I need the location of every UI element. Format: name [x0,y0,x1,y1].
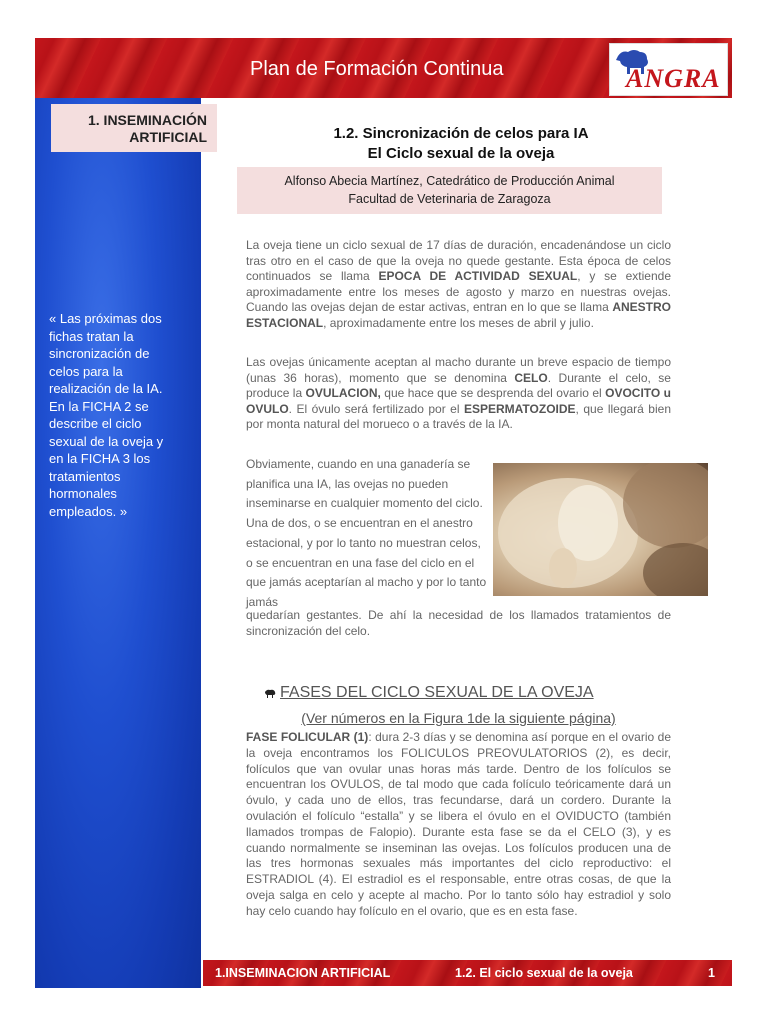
sidebar-quote: « Las próximas dos fichas tratan la sincronización de celos para la realización de la IA. En la FICHA 2 se describe el ciclo sexual de la oveja y en la FICHA 3 los tratamientos hormonales empleados. » [49,311,164,519]
author-affiliation: Facultad de Veterinaria de Zaragoza [348,192,551,206]
author-box [237,167,662,214]
author-name: Alfonso Abecia Martínez, Catedrático de Producción Animal [284,174,615,188]
page-title-line2: El Ciclo sexual de la oveja [367,145,555,162]
paragraph-intro: La oveja tiene un ciclo sexual de 17 días de duración, encadenándose un ciclo tras otro en el caso de que la oveja no quede gestante. Esta época de celos continuados se llama EPOCA DE ACTIVIDAD SEXUAL, y se extiende aproximadamente entre los meses de agosto y marzo en nuestras ovejas. Cuando las ovejas dejan de estar activas, entran en lo que se llama ANESTRO ESTACIONAL, aproximadamente entre los meses de abril y julio. [246,238,671,330]
footer-section: 1.INSEMINACION ARTIFICIAL [215,966,391,980]
section-label-line2: ARTIFICIAL [129,129,207,145]
section-label [51,104,217,152]
paragraph-fase-folicular: FASE FOLICULAR (1): dura 2-3 días y se denomina así porque en el ovario de la oveja encontramos los FOLICULOS PREOVULATORIOS (2), es decir, folículos que van ovular unas horas más tarde. Dentro de los folículos se encuentran los OVULOS, de tal modo que cada folículo teóricamente dará un óvulo, y cada uno de ellos, tras fecundarse, dará un cordero. Durante la ovulación el folículo “estalla” y se libera el óvulo en el OVIDUCTO (también llamados trompas de Falopio). Durante esta fase se da el CELO (3), y es cuando normalmente se inseminan las ovejas. Los folículos producen una de las tres hormonas sexuales más importantes del ciclo reproductivo: el ESTRADIOL (4). El estradiol es el responsable, entre otras cosas, de que la oveja salga en celo y acepte al macho. Por lo tanto sólo hay estradiol y solo hay celo cuando hay folículo en el ovario, que es en esta fase. [246,730,672,918]
section-subheading: (Ver números en la Figura 1de la siguiente página) [301,710,616,726]
sheep-bullet-icon [264,688,276,698]
paragraph-planning: Obviamente, cuando en una ganadería se planifica una IA, las ovejas no pueden inseminarse en cualquier momento del ciclo. Una de dos, o se encuentran en el anestro estacional, y por lo tanto no muestran celos, o se encuentran en una fase del ciclo en el que jamás aceptarían al macho y por lo tanto jamás [246,457,487,609]
sidebar [35,98,201,988]
section-label-line1: 1. INSEMINACIÓN [87,112,207,128]
footer-bar [203,960,732,986]
paragraph-celo: Las ovejas únicamente aceptan al macho durante un breve espacio de tiempo (unas 36 horas), momento que se denomina CELO. Durante el celo, se produce la OVULACION, que hace que se desprenda del ovario el OVOCITO u OVULO. El óvulo será fertilizado por el ESPERMATOZOIDE, que llegará bien por monta natural del morueco o a través de la IA. [246,355,671,431]
logo-text: ANGRA [626,64,721,93]
page-title [236,124,686,164]
sheep-photo [493,463,708,596]
sheep-photo-illustration [493,463,708,596]
angra-logo [609,43,728,96]
footer-topic: 1.2. El ciclo sexual de la oveja [455,966,633,980]
page-title-line1: 1.2. Sincronización de celos para IA [333,125,589,142]
paragraph-synchronization: quedarían gestantes. De ahí la necesidad de los llamados tratamientos de sincronización del celo. [246,608,671,638]
page-number: 1 [708,966,715,980]
header-banner [35,38,732,98]
header-title: Plan de Formación Continua [250,58,504,80]
section-heading-fases: FASES DEL CICLO SEXUAL DE LA OVEJA [264,684,684,702]
